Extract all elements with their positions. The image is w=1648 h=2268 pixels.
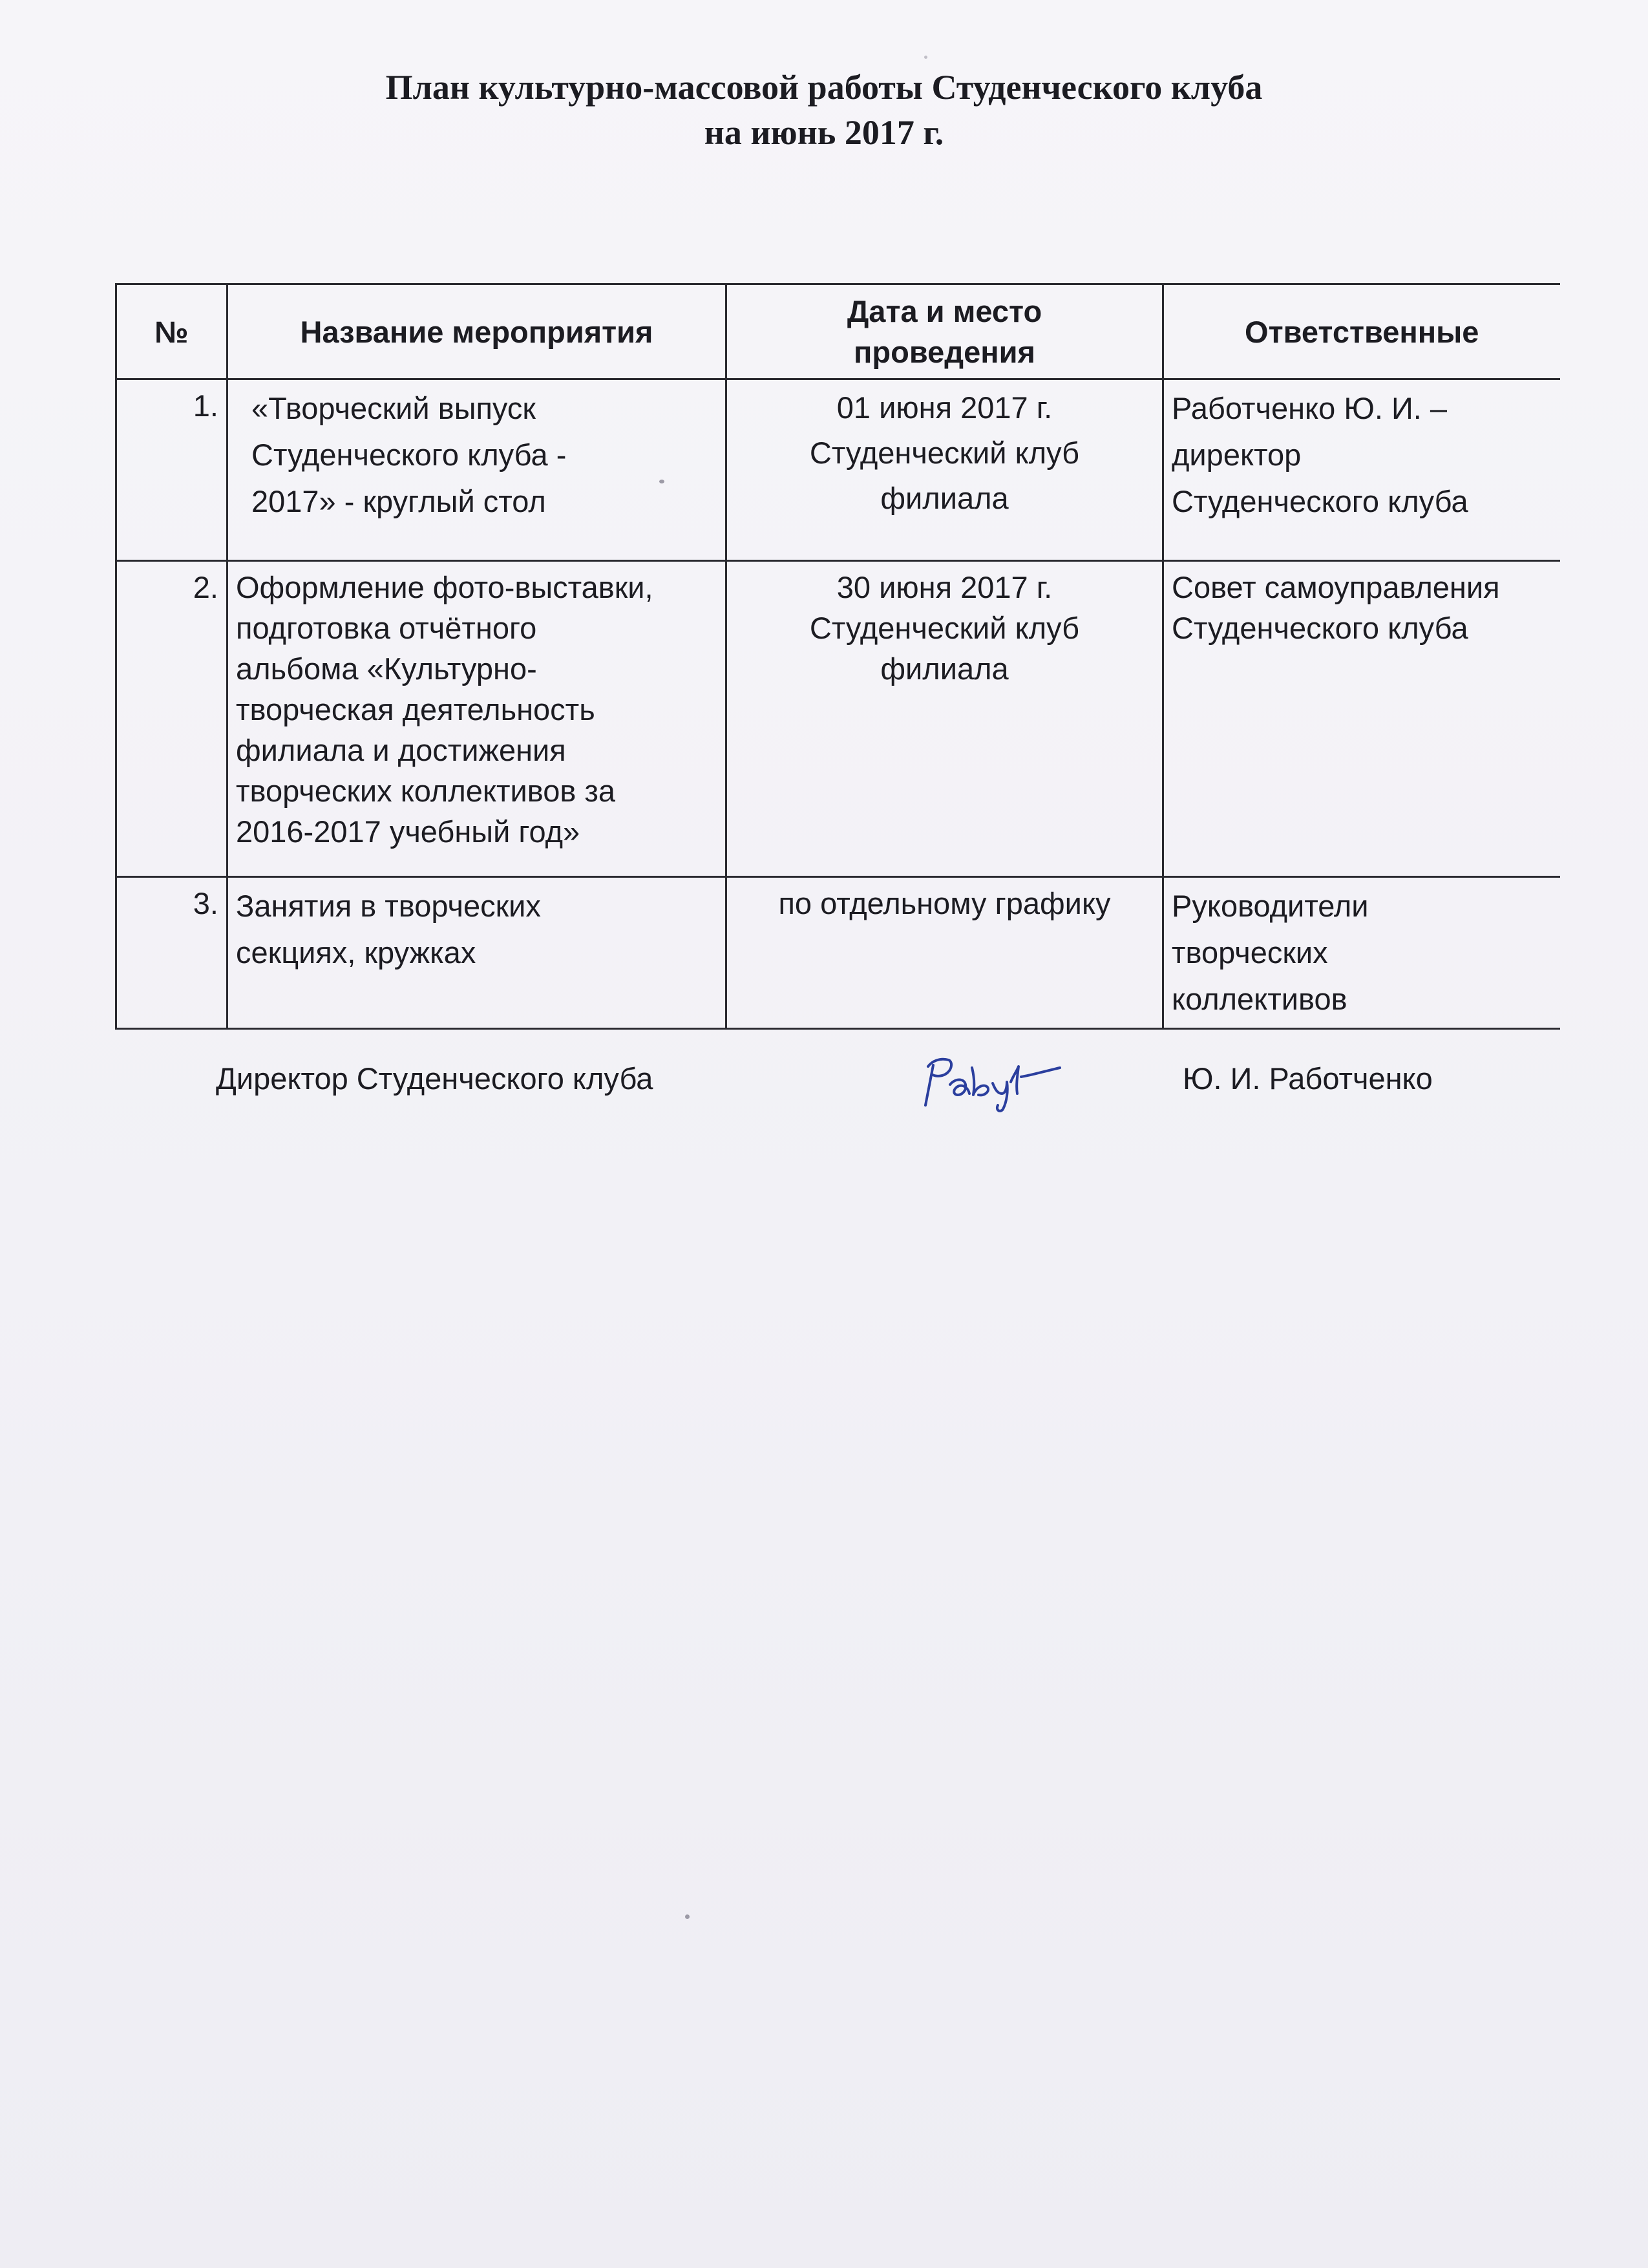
event-name xyxy=(227,877,726,1029)
cell-line: творческих xyxy=(1172,935,1328,970)
table-row xyxy=(116,379,1560,561)
scan-speck xyxy=(685,1914,690,1919)
cell-line: 2017» - круглый стол xyxy=(251,484,546,518)
handwritten-signature xyxy=(916,1042,1072,1119)
cell-line: по отдельному графику xyxy=(778,886,1111,920)
signer-position: Директор Студенческого клуба xyxy=(216,1061,653,1096)
cell-line: Оформление фото-выставки, xyxy=(236,570,653,604)
cell-line: секциях, кружках xyxy=(236,935,476,970)
cell-line: Студенческий клуб xyxy=(809,436,1080,470)
signature-stroke xyxy=(925,1065,933,1105)
header-date-line: Дата и место xyxy=(847,294,1042,328)
events-table xyxy=(115,283,1560,1030)
event-date-place xyxy=(726,561,1163,877)
row-num: 2. xyxy=(116,561,227,877)
title-line-1: План культурно-массовой работы Студенческого клуба xyxy=(385,68,1263,107)
document-title xyxy=(0,65,1648,155)
cell-line: 2016-2017 учебный год» xyxy=(236,814,580,849)
event-date-place xyxy=(726,379,1163,561)
signer-name: Ю. И. Работченко xyxy=(1183,1061,1433,1096)
header-name: Название мероприятия xyxy=(227,284,726,379)
cell-line: Студенческого клуба xyxy=(1172,484,1468,518)
cell-line: филиала xyxy=(880,481,1009,515)
signature-stroke xyxy=(1011,1066,1019,1094)
cell-line: филиала xyxy=(880,652,1009,686)
cell-line: творческих коллективов за xyxy=(236,774,616,808)
cell-line: коллективов xyxy=(1172,982,1347,1016)
cell-line: альбома «Культурно- xyxy=(236,652,537,686)
row-num: 3. xyxy=(116,877,227,1029)
cell-line: директор xyxy=(1172,438,1302,472)
cell-line: Студенческого клуба xyxy=(1172,611,1468,645)
event-responsible xyxy=(1163,561,1560,877)
scan-speck xyxy=(659,480,664,483)
signature-stroke xyxy=(972,1068,988,1095)
event-name xyxy=(227,561,726,877)
cell-line: Занятия в творческих xyxy=(236,889,541,923)
table-row xyxy=(116,877,1560,1029)
header-responsible: Ответственные xyxy=(1163,284,1560,379)
cell-line: «Творческий выпуск xyxy=(251,391,536,425)
scan-speck xyxy=(924,56,927,59)
signature-stroke xyxy=(950,1080,969,1096)
signature-block xyxy=(0,1056,1648,1108)
cell-line: творческая деятельность xyxy=(236,692,595,726)
cell-line: Студенческий клуб xyxy=(809,611,1080,645)
title-line-2: на июнь 2017 г. xyxy=(704,113,944,152)
cell-line: Студенческого клуба - xyxy=(251,438,567,472)
cell-line: Руководители xyxy=(1172,889,1369,923)
cell-line: Совет самоуправления xyxy=(1172,570,1500,604)
cell-line: Работченко Ю. И. – xyxy=(1172,391,1447,425)
header-date xyxy=(726,284,1163,379)
signature-stroke xyxy=(993,1082,1008,1111)
row-num: 1. xyxy=(116,379,227,561)
event-responsible xyxy=(1163,877,1560,1029)
cell-line: подготовка отчётного xyxy=(236,611,537,645)
cell-line: 01 июня 2017 г. xyxy=(836,390,1053,425)
cell-line: филиала и достижения xyxy=(236,733,566,767)
event-date-place xyxy=(726,877,1163,1029)
table-row xyxy=(116,561,1560,877)
event-responsible xyxy=(1163,379,1560,561)
signature-stroke xyxy=(1021,1068,1060,1077)
header-date-line: проведения xyxy=(854,335,1035,369)
event-name xyxy=(227,379,726,561)
cell-line: 30 июня 2017 г. xyxy=(836,570,1053,604)
header-num: № xyxy=(116,284,227,379)
table-header-row xyxy=(116,284,1560,379)
